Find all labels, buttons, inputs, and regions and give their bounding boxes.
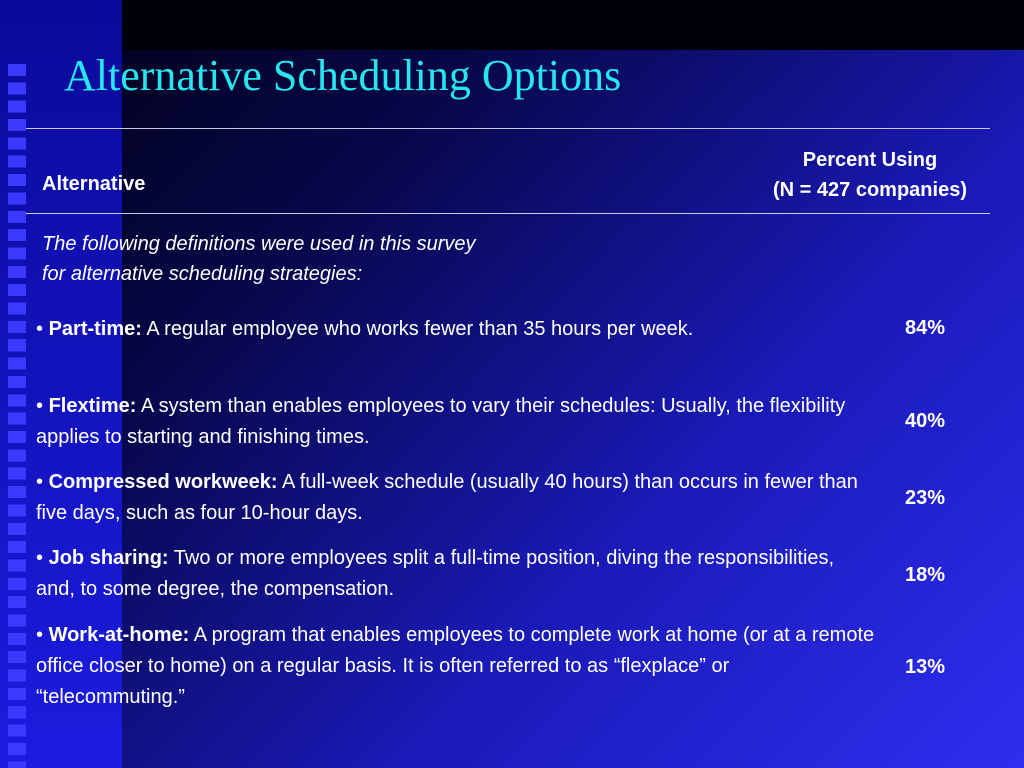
description-flextime: A system than enables employees to vary their schedules: Usually, the flexibility applies to starting and finishing times. [36,395,846,448]
percent-job-sharing: 18% [905,564,946,586]
header-divider [26,213,990,214]
title-background-band [122,0,1024,50]
bullet: • [36,318,44,340]
bullet: • [36,471,44,493]
intro-line-2: for alternative scheduling strategies: [42,263,363,285]
row-work-at-home [36,620,876,713]
row-job-sharing [36,543,876,605]
description-job-sharing: Two or more employees split a full-time position, diving the responsibilities, and, to some degree, the compensation. [36,547,835,600]
percent-compressed-workweek: 23% [905,487,946,509]
intro-line-1: The following definitions were used in this survey [42,233,476,255]
row-flextime [36,391,876,453]
bullet: • [36,395,44,417]
term-work-at-home: Work-at-home: [48,624,190,646]
description-part-time: A regular employee who works fewer than 35 hours per week. [146,318,694,340]
bullet: • [36,624,44,646]
square-pattern-decoration [8,64,26,768]
term-job-sharing: Job sharing: [48,547,169,569]
survey-definitions-intro [42,229,662,289]
term-compressed-workweek: Compressed workweek: [48,471,278,493]
row-part-time [36,314,876,345]
description-compressed-workweek: A full-week schedule (usually 40 hours) than occurs in fewer than five days, such as four 10-hour days. [36,471,858,524]
term-flextime: Flextime: [48,395,137,417]
percent-header-line2: (N = 427 companies) [773,179,967,201]
row-compressed-workweek [36,467,876,529]
slide-title: Alternative Scheduling Options [64,51,622,100]
top-divider [26,128,990,129]
term-part-time: Part-time: [48,318,142,340]
percent-work-at-home: 13% [905,656,946,678]
column-header-alternative: Alternative [42,173,146,195]
percent-flextime: 40% [905,410,946,432]
column-header-percent [740,145,1000,205]
percent-header-line1: Percent Using [802,149,938,171]
bullet: • [36,547,44,569]
percent-part-time: 84% [905,317,946,339]
description-work-at-home: A program that enables employees to complete work at home (or at a remote office closer to home) on a regular basis. It is often referred to as “flexplace” or “telecommuting.” [36,624,875,708]
